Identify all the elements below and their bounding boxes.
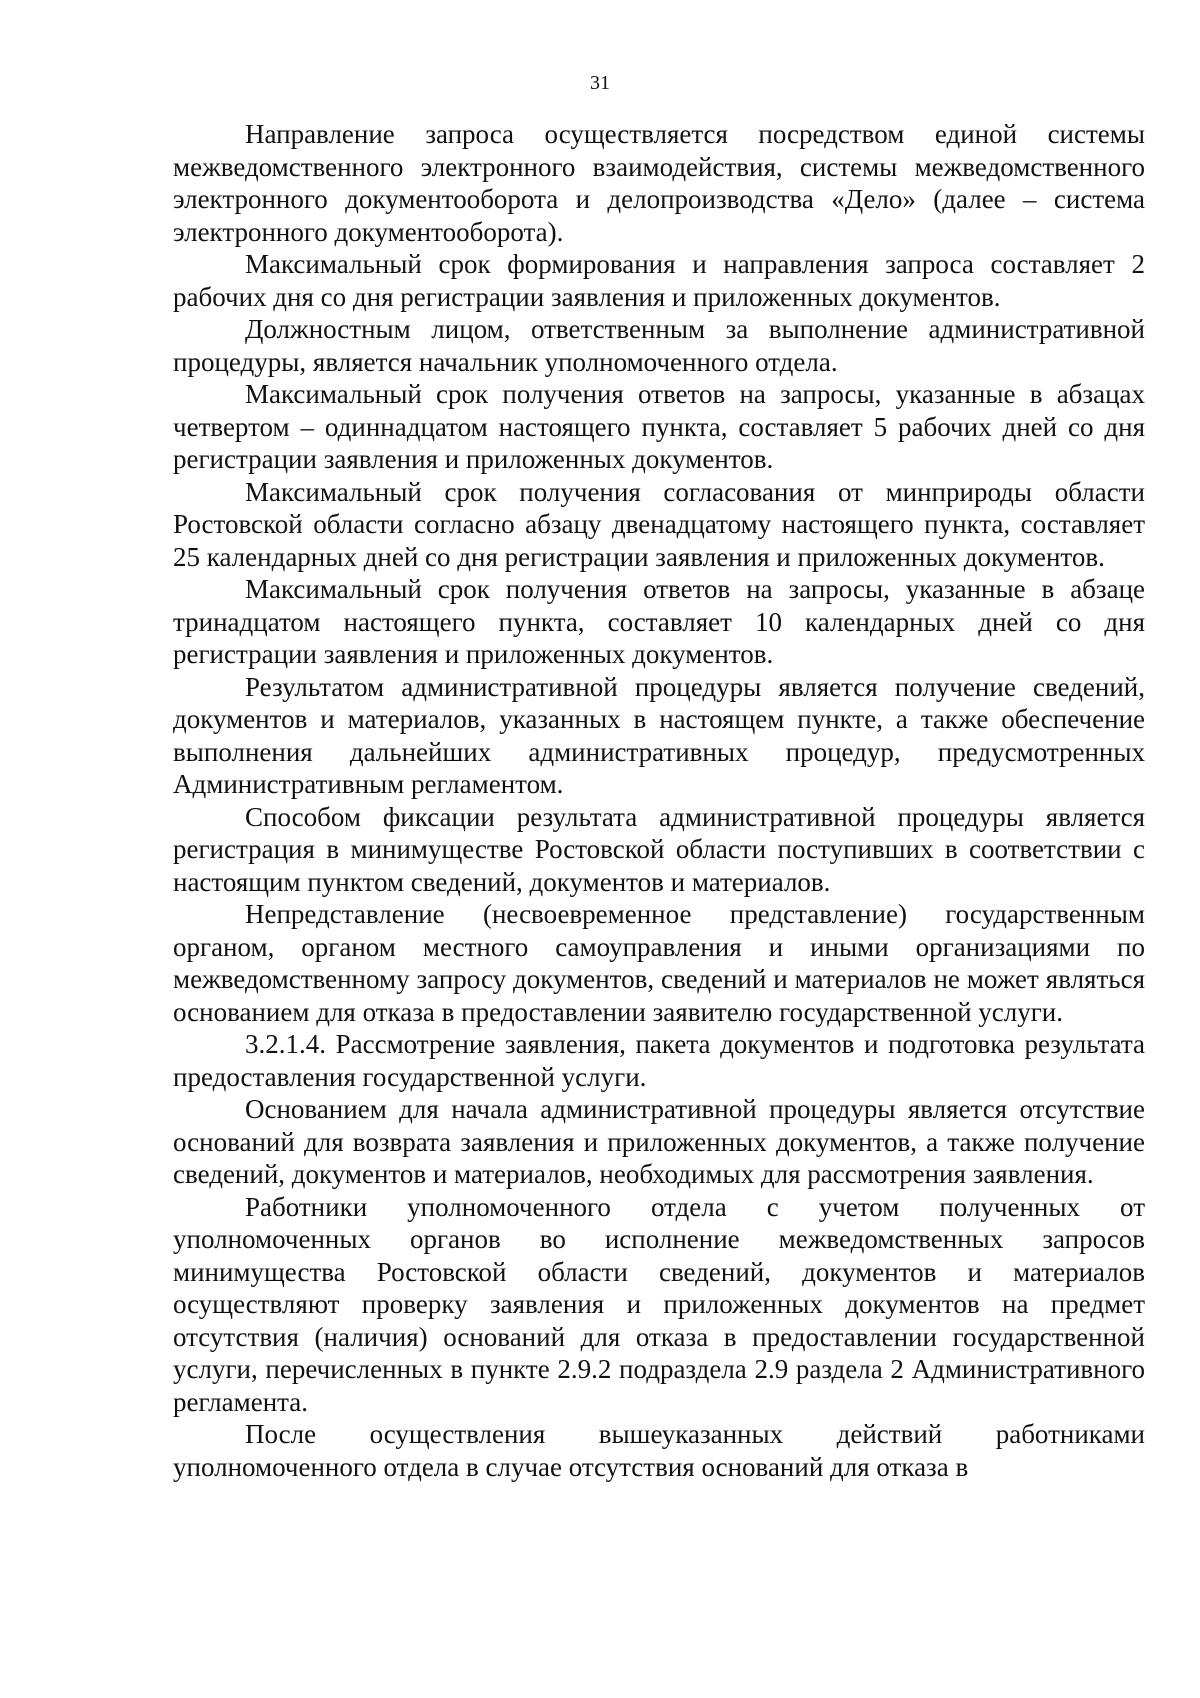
paragraph: Результатом административной процедуры является получение сведений, документов и материалов, указанных в настоящем пункте, а также обеспечение выполнения дальнейших административных процедур, предусмотренных Административным регламентом. [173,671,1145,799]
paragraph: Максимальный срок получения ответов на запросы, указанные в абзаце тринадцатом настоящего пункта, составляет 10 календарных дней со дня регистрации заявления и приложенных документов. [173,574,1145,669]
section-heading-paragraph: 3.2.1.4. Рассмотрение заявления, пакета документов и подготовка результата предоставления государственной услуги. [173,1029,1145,1092]
paragraph: Должностным лицом, ответственным за выполнение административной процедуры, является начальник уполномоченного отдела. [173,314,1145,377]
paragraph: Основанием для начала административной процедуры является отсутствие оснований для возврата заявления и приложенных документов, а также получение сведений, документов и материалов, необходимых для рассмотрения заявления. [173,1094,1145,1189]
page-number: 31 [590,72,610,94]
paragraph: Максимальный срок формирования и направления запроса составляет 2 рабочих дня со дня регистрации заявления и приложенных документов. [173,249,1145,312]
paragraph: Направление запроса осуществляется посредством единой системы межведомственного электронного взаимодействия, системы межведомственного электронного документооборота и делопроизводства «Дело» (далее – система электронного документооборота). [173,119,1145,247]
paragraph: Максимальный срок получения согласования от минприроды области Ростовской области согласно абзацу двенадцатому настоящего пункта, составляет 25 календарных дней со дня регистрации заявления и приложенных документов. [173,476,1145,572]
paragraph: Максимальный срок получения ответов на запросы, указанные в абзацах четвертом – одиннадцатом настоящего пункта, составляет 5 рабочих дней со дня регистрации заявления и приложенных документов. [173,379,1145,474]
paragraph: Работники уполномоченного отдела с учетом полученных от уполномоченных органов во исполнение межведомственных запросов минимущества Ростовской области сведений, документов и материалов осуществляют проверку заявления и приложенных документов на предмет отсутствия (наличия) оснований для отказа в предоставлении государственной услуги, перечисленных в пункте 2.9.2 подраздела 2.9 раздела 2 Административного регламента. [173,1191,1145,1417]
paragraph: Способом фиксации результата административной процедуры является регистрация в минимуществе Ростовской области поступивших в соответствии с настоящим пунктом сведений, документов и материалов. [173,801,1145,897]
paragraph: Непредставление (несвоевременное представление) государственным органом, органом местного самоуправления и иными организациями по межведомственному запросу документов, сведений и материалов не может являться основанием для отказа в предоставлении заявителю государственной услуги. [173,899,1145,1027]
document-body [173,118,1145,1483]
paragraph: После осуществления вышеуказанных действий работниками уполномоченного отдела в случае отсутствия оснований для отказа в [173,1419,1145,1482]
